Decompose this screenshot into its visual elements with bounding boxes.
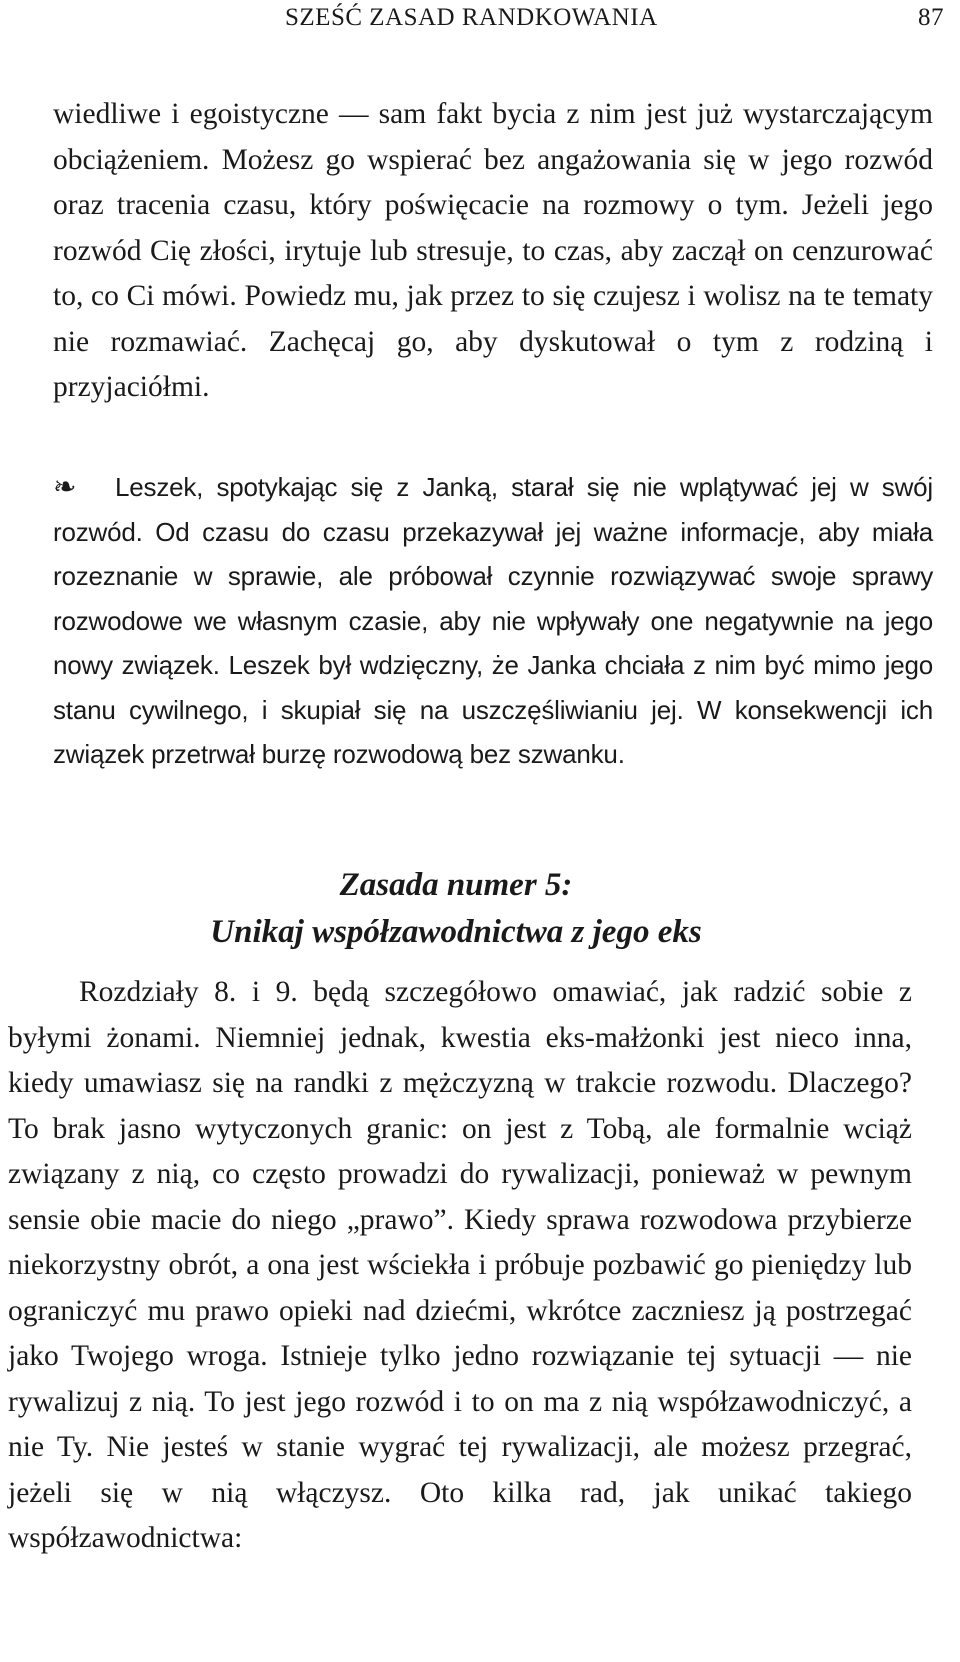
section-title-line-1: Zasada numer 5: xyxy=(339,867,573,903)
running-title: SZEŚĆ ZASAD RANDKOWANIA xyxy=(285,4,658,31)
body-paragraph-1: wiedliwe i egoistyczne — sam fakt bycia z nim jest już wystarczającym obciążeniem. Możesz go wspierać bez angażowania się w jego rozwód oraz tracenia czasu, który poświęcacie na rozmowy o tym. Jeżeli jego rozwód Cię złości, irytuje lub stresuje, to czas, aby zaczął on cenzurować to, co Ci mówi. Powiedz mu, jak przez to się czujesz i wolisz na te tematy nie rozmawiać. Zachęcaj go, aby dyskutował o tym z rodziną i przyjaciółmi. xyxy=(53,98,933,403)
body-paragraph-2: Rozdziały 8. i 9. będą szczegółowo omawiać, jak radzić sobie z byłymi żonami. Niemniej jednak, kwestia eks-małżonki jest nieco inna, kiedy umawiasz się na randki z mężczyzną w trakcie rozwodu. Dlaczego? To brak jasno wytyczonych granic: on jest z Tobą, ale formalnie wciąż związany z nią, co często prowadzi do rywalizacji, ponieważ w pewnym sensie obie macie do niego „prawo”. Kiedy sprawa rozwodowa przybierze niekorzystny obrót, a ona jest wściekła i próbuje pozbawić go pieniędzy lub ograniczyć mu prawo opieki nad dziećmi, wkrótce zaczniesz ją postrzegać jako Twojego wroga. Istnieje tylko jedno rozwiązanie tej sytuacji — nie rywalizuj z nią. To jest jego rozwód i to on ma z nią współzawodniczyć, a nie Ty. Nie jesteś w stanie wygrać tej rywalizacji, ale możesz przegrać, jeżeli się w nią włączysz. Oto kilka rad, jak unikać takiego współzawodnictwa: xyxy=(8,976,912,1554)
section-title-line-2: Unikaj współzawodnictwa z jego eks xyxy=(210,914,702,950)
anecdote-paragraph xyxy=(53,465,933,777)
anecdote-text: Leszek, spotykając się z Janką, starał się nie wplątywać jej w swój rozwód. Od czasu do czasu przekazywał jej ważne informacje, aby miała rozeznanie w sprawie, ale próbował czynnie rozwiązywać swoje sprawy rozwodowe we własnym czasie, aby nie wpływały one negatywnie na jego nowy związek. Leszek był wdzięczny, że Janka chciała z nim być mimo jego stanu cywilnego, i skupiał się na uszczęśliwianiu jej. W konsekwencji ich związek przetrwał burzę rozwodową bez szwanku. xyxy=(53,472,933,769)
section-heading xyxy=(0,862,912,956)
page-header xyxy=(0,4,960,44)
page-number: 87 xyxy=(918,4,944,31)
fleuron-icon: ❧ xyxy=(53,470,77,503)
